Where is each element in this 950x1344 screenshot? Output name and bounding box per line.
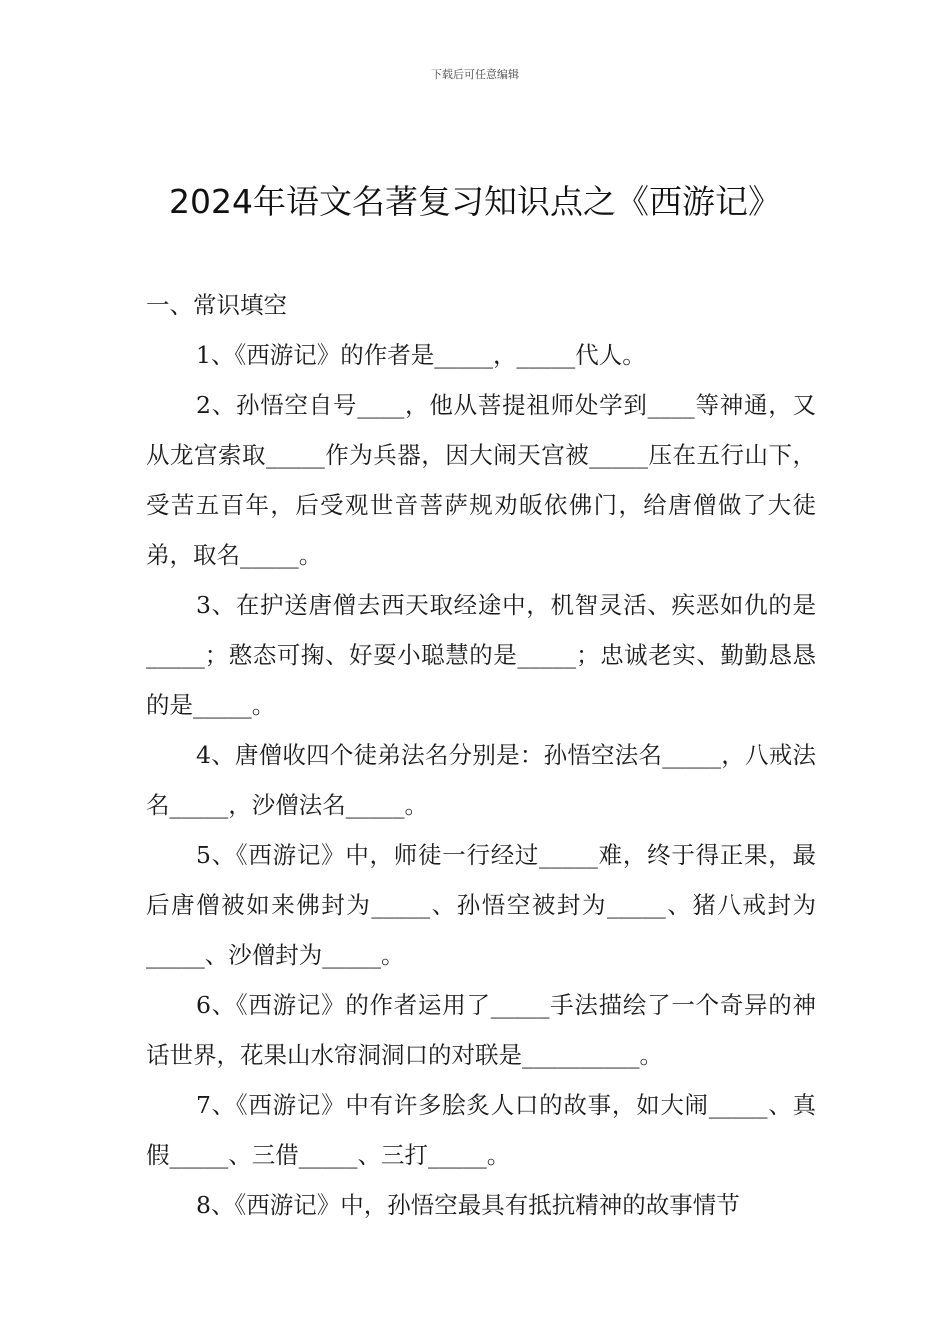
question-3: 3、在护送唐僧去西天取经途中，机智灵活、疾恶如仇的是_____；憨态可掬、好耍小聪慧的是_____；忠诚老实、勤勤恳恳的是_____。: [146, 591, 816, 719]
header-note: 下载后可任意编辑: [431, 68, 519, 81]
document-title: 2024年语文名著复习知识点之《西游记》: [169, 182, 781, 221]
question-1: 1、《西游记》的作者是_____，_____代人。: [196, 341, 646, 369]
question-5: 5、《西游记》中，师徒一行经过_____难，终于得正果，最后唐僧被如来佛封为_____、孙悟空被封为_____、猪八戒封为_____、沙僧封为_____。: [146, 841, 816, 969]
question-7: 7、《西游记》中有许多脍炙人口的故事，如大闹_____、真假_____、三借_____、三打_____。: [146, 1091, 816, 1169]
question-6: 6、《西游记》的作者运用了_____手法描绘了一个奇异的神话世界，花果山水帘洞洞口的对联是__________。: [146, 991, 816, 1069]
document-body: [146, 280, 816, 1230]
question-8: 8、《西游记》中，孙悟空最具有抵抗精神的故事情节: [196, 1191, 740, 1219]
question-4: 4、唐僧收四个徒弟法名分别是：孙悟空法名_____，八戒法名_____，沙僧法名_____。: [146, 741, 816, 819]
question-2: 2、孙悟空自号____，他从菩提祖师处学到____等神通，又从龙宫索取_____作为兵器，因大闹天宫被_____压在五行山下，受苦五百年，后受观世音菩萨规劝皈依佛门，给唐僧做了大徒弟，取名_____。: [146, 391, 816, 569]
section-heading: 一、常识填空: [146, 291, 287, 319]
